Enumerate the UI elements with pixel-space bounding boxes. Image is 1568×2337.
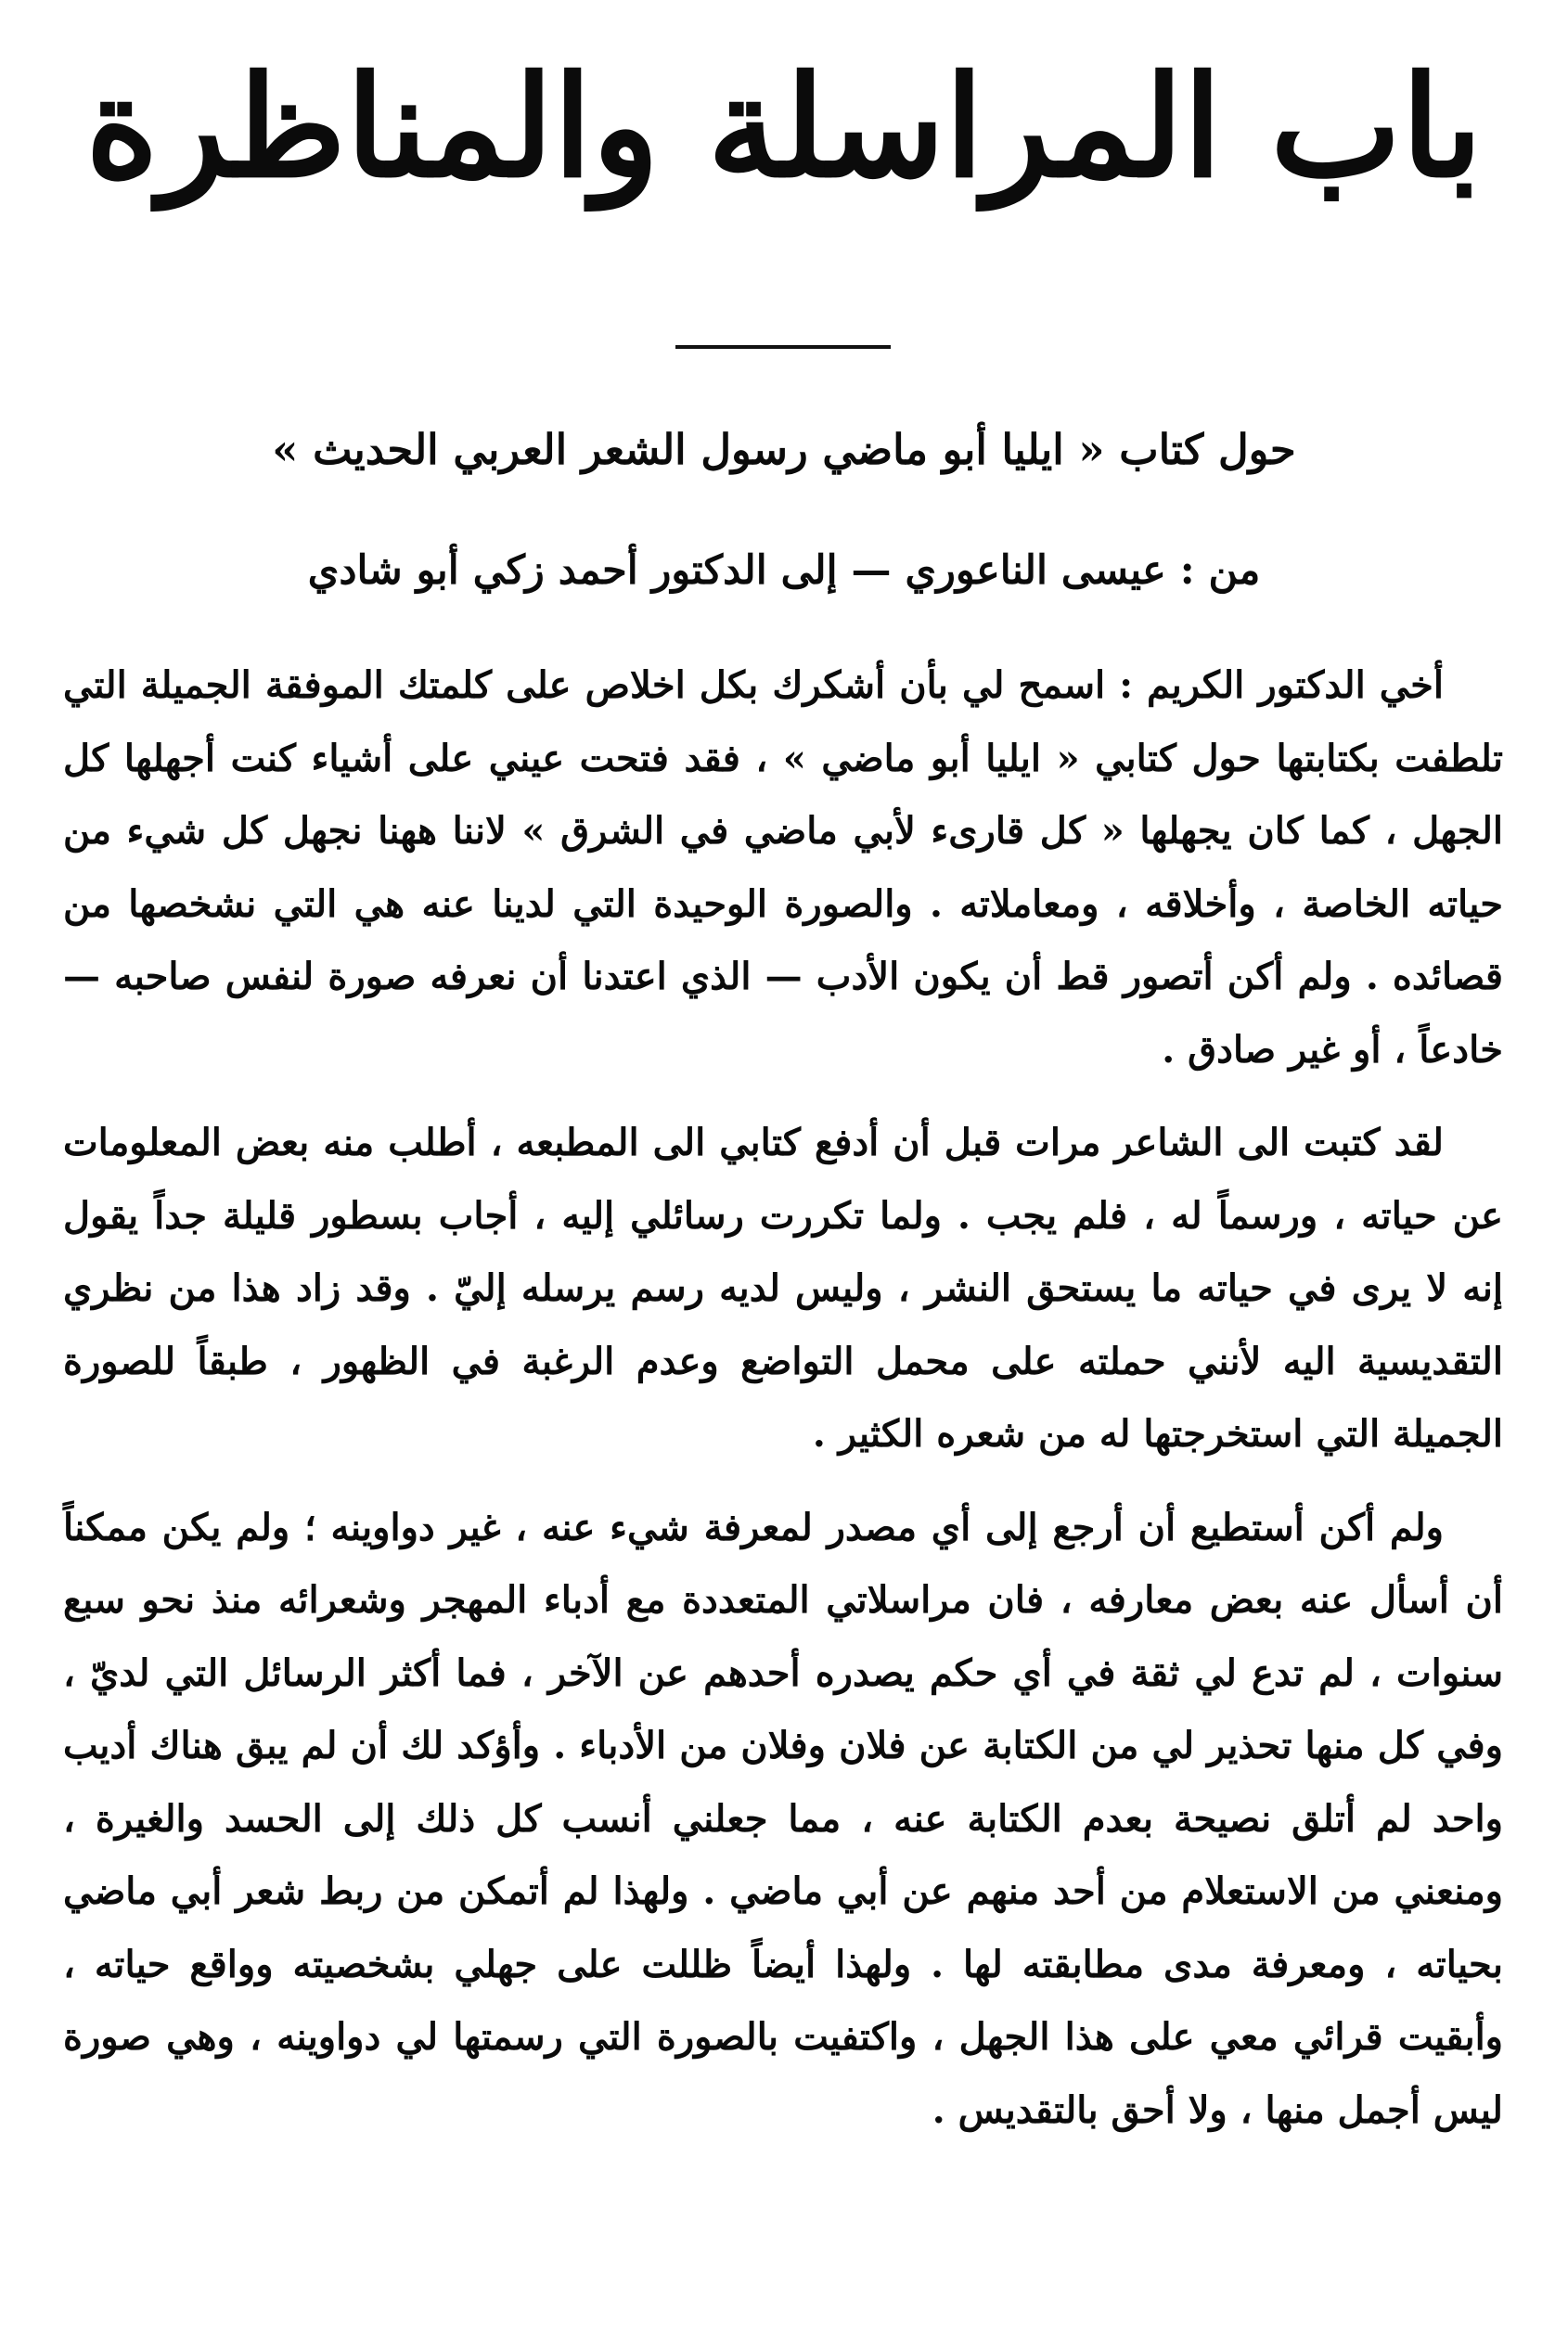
section-masthead: باب المراسلة والمناظرة [85,45,1483,209]
body-paragraph-2: لقد كتبت الى الشاعر مرات قبل أن أدفع كتابي الى المطبعه ، أطلب منه بعض المعلومات عن حياته ، ورسماً له ، فلم يجب . ولما تكررت رسائلي إليه ، أجاب بسطور قليلة جداً يقول إنه لا يرى في حياته ما يستحق النشر ، وليس لديه رسم يرسله إليّ . وقد زاد هذا من نظري التقديسية اليه لأنني حملته على محمل التواضع وعدم الرغبة في الظهور ، طبقاً للصورة الجميلة التي استخرجتها له من شعره الكثير . [63,1121,1504,1456]
title-divider [675,345,891,349]
article-subtitle: حول كتاب « ايليا أبو ماضي رسول الشعر العربي الحديث » [272,425,1296,474]
article-body [63,649,1503,2167]
body-paragraph-1: أخي الدكتور الكريم : اسمح لي بأن أشكرك بكل اخلاص على كلمتك الموفقة الجميلة التي تلطفت بكتابتها حول كتابي « ايليا أبو ماضي » ، فقد فتحت عيني على أشياء كنت أجهلها كل الجهل ، كما كان يجهلها « كل قارىء لأبي ماضي في الشرق » لاننا ههنا نجهل كل شيء من حياته الخاصة ، وأخلاقه ، ومعاملاته . والصورة الوحيدة التي لدينا عنه هي التي نشخصها من قصائده . ولم أكن أتصور قط أن يكون الأدب — الذي اعتدنا أن نعرفه صورة لنفس صاحبه — خادعاً ، أو غير صادق . [63,663,1504,1072]
article-byline: من : عيسى الناعوري — إلى الدكتور أحمد زكي أبو شادي [307,547,1261,594]
body-paragraph-3: ولم أكن أستطيع أن أرجع إلى أي مصدر لمعرفة شيء عنه ، غير دواوينه ؛ ولم يكن ممكناً أن أسأل عنه بعض معارفه ، فان مراسلاتي المتعددة مع أدباء المهجر وشعرائه منذ نحو سبع سنوات ، لم تدع لي ثقة في أي حكم يصدره أحدهم عن الآخر ، فما أكثر الرسائل التي لديّ ، وفي كل منها تحذير لي من الكتابة عن فلان وفلان من الأدباء . وأؤكد لك أن لم يبق هناك أديب واحد لم أتلق نصيحة بعدم الكتابة عنه ، مما جعلني أنسب كل ذلك إلى الحسد والغيرة ، ومنعني من الاستعلام من أحد منهم عن أبي ماضي . ولهذا لم أتمكن من ربط شعر أبي ماضي بحياته ، ومعرفة مدى مطابقته لها . ولهذا أيضاً ظللت على جهلي بشخصيته وواقع حياته ، وأبقيت قرائي معي على هذا الجهل ، واكتفيت بالصورة التي رسمتها لي دواوينه ، وهي صورة ليس أجمل منها ، ولا أحق بالتقديس . [63,1505,1504,2132]
